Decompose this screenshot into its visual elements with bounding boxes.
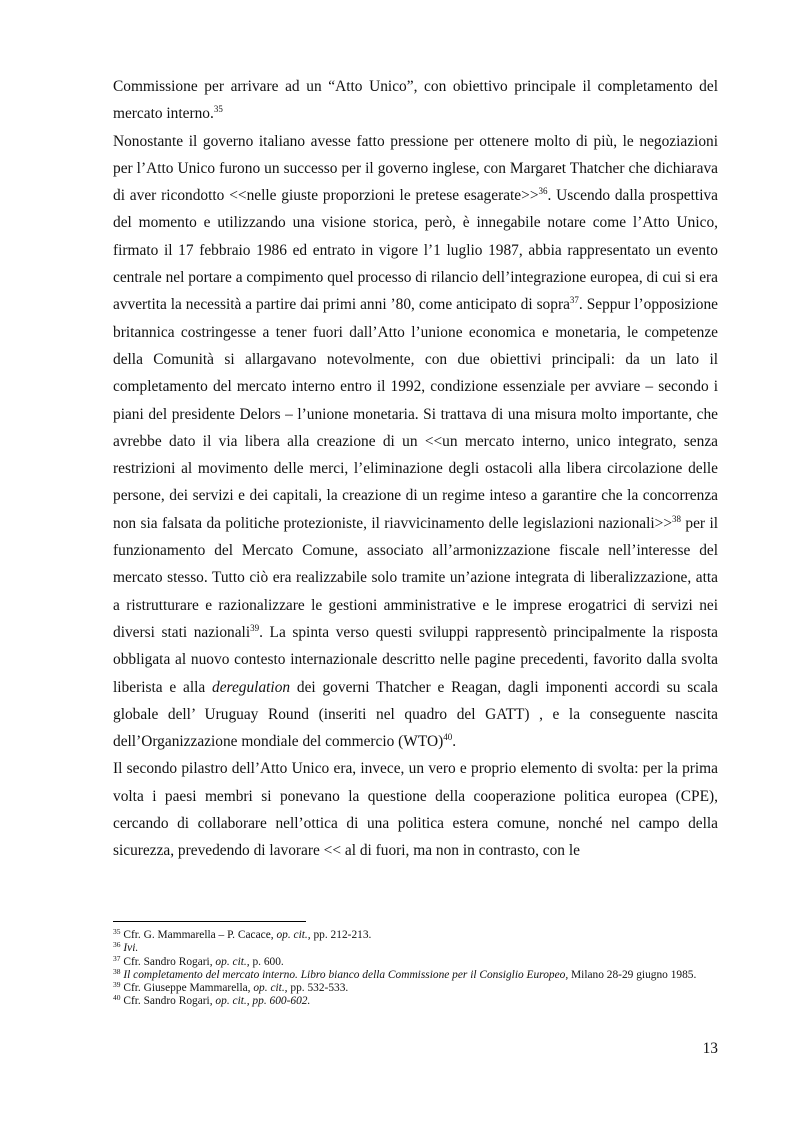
text-run: Cfr. Giuseppe Mammarella,	[120, 982, 254, 995]
text-run: pp. 212-213.	[310, 929, 372, 941]
text-run: Il secondo pilastro dell’Atto Unico era, invece, un vero e proprio elemento di svolta: per la prima volta i paesi membri si ponevano la questione della cooperazione politica europea (CPE), cercando di collaborare nell’ottica di una politica estera comune, nonché nel campo della sicurezza, prevedendo di lavorare << al di fuori, ma non in contrasto, con le	[113, 760, 718, 860]
text-run: Cfr. Sandro Rogari,	[120, 995, 216, 1008]
footnote-ref: 40	[113, 993, 121, 1003]
paragraph	[113, 755, 718, 864]
footnote-ref: 37	[569, 295, 579, 306]
text-run: pp. 532-533.	[287, 982, 349, 995]
footnote-separator	[113, 921, 306, 922]
footnote-ref: 38	[672, 513, 682, 524]
footnote	[113, 982, 718, 995]
italic-text: op. cit.,	[215, 955, 250, 968]
italic-text: deregulation	[212, 678, 291, 696]
text-run: Commissione per arrivare ad un “Atto Unico”, con obiettivo principale il completamento del mercato interno.	[113, 78, 718, 123]
italic-text: op. cit.,	[253, 982, 288, 995]
italic-text: op. cit.,	[276, 929, 311, 941]
text-run: . Uscendo dalla prospettiva del momento e utilizzando una visione storica, però, è innegabile notare come l’Atto Unico, firmato il 17 febbraio 1986 ed entrato in vigore l’1 luglio 1987, abbia rappresentato un evento centrale nel portare a compimento quel processo di rilancio dell’integrazione europea, di cui si era avvertita la necessità a partire dai primi anni ’80, come anticipato di sopra	[113, 187, 718, 314]
text-run: . La spinta verso questi sviluppi rappresentò principalmente la risposta obbligata al nuovo contesto internazionale descritto nelle pagine precedenti, favorito dalla svolta liberista e alla	[113, 623, 718, 696]
text-run: dei governi Thatcher e Reagan, dagli imponenti accordi su scala globale dell’ Uruguay Round (inseriti nel quadro del GATT) , e la conseguente nascita dell’Organizzazione mondiale del commercio (WTO)	[113, 678, 718, 751]
footnote-ref: 39	[113, 980, 121, 990]
footnote-ref: 36	[538, 186, 548, 197]
footnote	[113, 995, 718, 1008]
text-run: Milano 28-29 giugno 1985.	[568, 968, 697, 981]
body-text	[113, 73, 718, 865]
page-number: 13	[702, 1040, 718, 1057]
footnote-ref: 35	[213, 104, 223, 115]
footnote-ref: 37	[113, 953, 121, 963]
footnote	[113, 942, 718, 955]
text-run: Cfr. G. Mammarella – P. Cacace,	[120, 929, 277, 941]
footnote-ref: 36	[113, 940, 121, 950]
footnote-ref: 35	[113, 927, 121, 936]
footnote	[113, 953, 718, 969]
text-run: p. 600.	[249, 955, 284, 968]
footnote-ref: 38	[113, 966, 121, 976]
italic-text: Ivi.	[123, 942, 139, 955]
paragraph	[113, 73, 718, 128]
text-run: . Seppur l’opposizione britannica costringesse a tener fuori dall’Atto l’unione economica e monetaria, le competenze della Comunità si allargavano notevolmente, con due obiettivi principali: da un lato il completamento del mercato interno entro il 1992, condizione essenziale per avviare – secondo i piani del presidente Delors – l’unione monetaria. Si trattava di una misura molto importante, che avrebbe dato il via libera alla creazione di un <<un mercato interno, unico integrato, senza restrizioni al movimento delle merci, l’eliminazione degli ostacoli alla libera circolazione delle persone, dei servizi e dei capitali, la creazione di un regime inteso a garantire che la concorrenza non sia falsata da politiche protezioniste, il riavvicinamento delle legislazioni nazionali>>	[113, 296, 718, 532]
footnote-ref: 40	[443, 732, 453, 743]
italic-text: op. cit., pp. 600-602.	[215, 995, 311, 1008]
footnotes	[113, 929, 718, 1009]
paragraph	[113, 128, 718, 756]
text-run: .	[452, 733, 457, 751]
text-run: per il funzionamento del Mercato Comune, associato all’armonizzazione fiscale nell’interesse del mercato stesso. Tutto ciò era realizzabile solo tramite un’azione integrata di liberalizzazione, atta a ristrutturare e razionalizzare le gestioni amministrative e le imprese erogatrici di servizi nei diversi stati nazionali	[113, 514, 718, 641]
italic-text: Il completamento del mercato interno. Libro bianco della Commissione per il Consiglio Europeo,	[123, 968, 569, 981]
text-run: Cfr. Sandro Rogari,	[120, 955, 216, 968]
footnote	[113, 929, 718, 942]
text-run: Nonostante il governo italiano avesse fatto pressione per ottenere molto di più, le negoziazioni per l’Atto Unico furono un successo per il governo inglese, con Margaret Thatcher che dichiarava di aver ricondotto <<nelle giuste proporzioni le pretese esagerate>>	[113, 132, 718, 205]
footnote-ref: 39	[250, 622, 260, 633]
footnote	[113, 966, 718, 982]
